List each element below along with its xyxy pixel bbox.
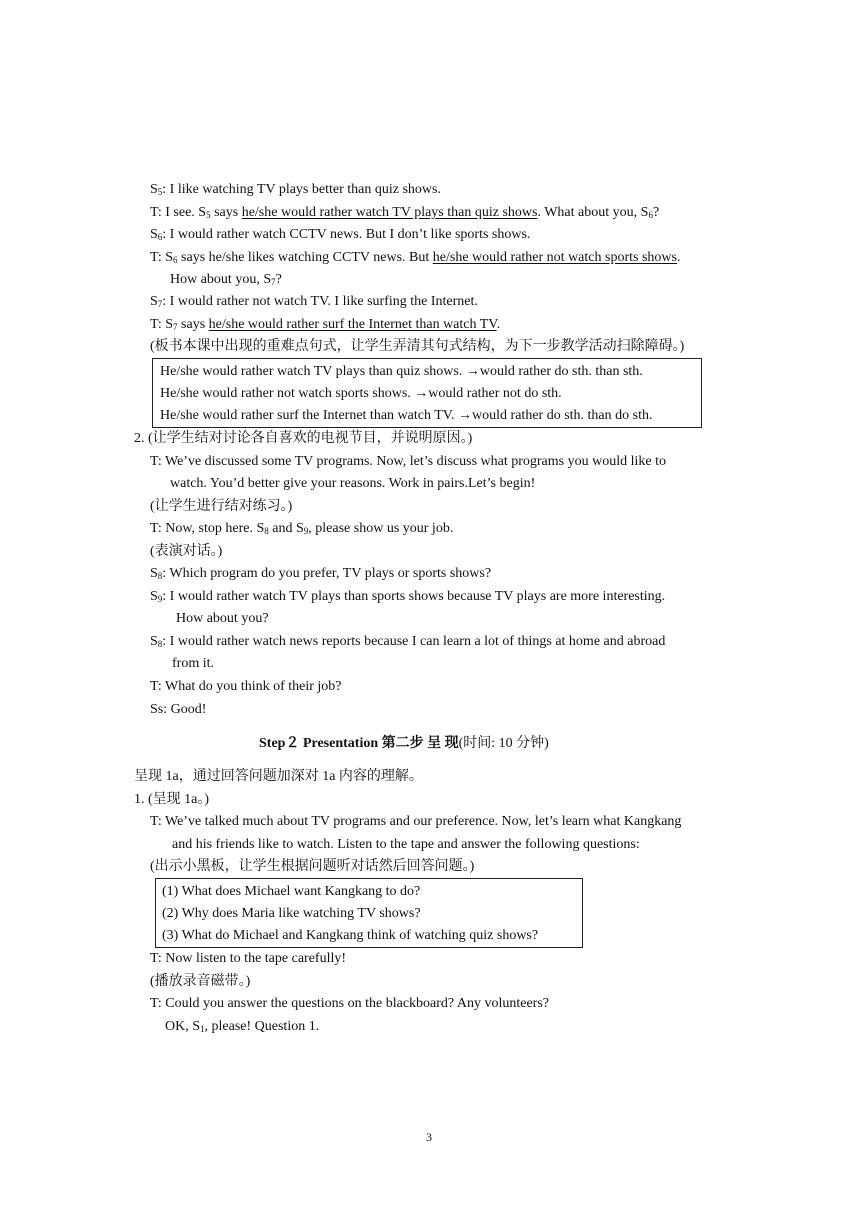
- dialogue-line: and his friends like to watch. Listen to the tape and answer the following questions:: [172, 837, 640, 852]
- dialogue-line: T: $S_7$ says he/she would rather surf the Internet than watch TV.: [150, 317, 501, 332]
- instruction-note: (板书本课中出现的重难点句式，让学生弄清其句式结构，为下一步教学活动扫除障碍。): [150, 339, 685, 354]
- dialogue-line: T: $S_6$ says he/she likes watching CCTV news. But he/she would rather not watch sports shows.: [150, 250, 681, 265]
- dialogue-line: $S_5$: I like watching TV plays better than quiz shows.: [150, 182, 441, 197]
- dialogue-line: from it.: [172, 656, 214, 671]
- dialogue-line: T: We’ve talked much about TV programs and our preference. Now, let’s learn what Kangkang: [150, 814, 682, 829]
- dialogue-line: $S_6$: I would rather watch CCTV news. But I don’t like sports shows.: [150, 227, 531, 242]
- question-line: (2) Why does Maria like watching TV shows?: [162, 906, 421, 921]
- dialogue-line: How about you, $S_7$?: [170, 272, 282, 287]
- dialogue-line: How about you?: [176, 611, 269, 626]
- dialogue-line: $S_8$: I would rather watch news reports because I can learn a lot of things at home and abroad: [150, 634, 666, 649]
- dialogue-line: OK, $S_1$, please! Question 1.: [165, 1019, 320, 1034]
- instruction-note: (出示小黑板，让学生根据问题听对话然后回答问题。): [150, 859, 475, 874]
- dialogue-line: T: What do you think of their job?: [150, 679, 342, 694]
- blackboard-line: He/she would rather not watch sports shows. →would rather not do sth.: [160, 386, 562, 401]
- dialogue-line: T: I see. $S_5$ says he/she would rather watch TV plays than quiz shows. What about you, $S_6$?: [150, 205, 660, 220]
- instruction-note: (让学生进行结对练习。): [150, 499, 293, 514]
- dialogue-line: $S_9$: I would rather watch TV plays than sports shows because TV plays are more interesting.: [150, 589, 666, 604]
- dialogue-line: Ss: Good!: [150, 702, 207, 717]
- dialogue-line: $S_7$: I would rather not watch TV. I like surfing the Internet.: [150, 294, 478, 309]
- dialogue-line: T: We’ve discussed some TV programs. Now, let’s discuss what programs you would like to: [150, 454, 666, 469]
- blackboard-line: He/she would rather surf the Internet than watch TV. →would rather do sth. than do sth.: [160, 408, 653, 423]
- blackboard-box: [155, 878, 583, 948]
- question-line: (1) What does Michael want Kangkang to do?: [162, 884, 421, 899]
- paragraph: 呈现 1a，通过回答问题加深对 1a 内容的理解。: [134, 769, 423, 784]
- dialogue-line: $S_8$: Which program do you prefer, TV plays or sports shows?: [150, 566, 492, 581]
- blackboard-box: [152, 358, 702, 428]
- section-item: 2. (让学生结对讨论各自喜欢的电视节目，并说明原因。): [134, 431, 473, 446]
- dialogue-line: watch. You’d better give your reasons. Work in pairs.Let’s begin!: [170, 476, 536, 491]
- dialogue-line: T: Now listen to the tape carefully!: [150, 951, 347, 966]
- dialogue-line: T: Now, stop here. $S_8$ and $S_9$, please show us your job.: [150, 521, 454, 536]
- blackboard-line: He/she would rather watch TV plays than quiz shows. →would rather do sth. than sth.: [160, 364, 643, 379]
- instruction-note: (表演对话。): [150, 544, 223, 559]
- step-heading: Step２ Presentation 第二步 呈 现(时间: 10 分钟): [259, 736, 549, 751]
- dialogue-line: T: Could you answer the questions on the blackboard? Any volunteers?: [150, 996, 549, 1011]
- question-line: (3) What do Michael and Kangkang think of watching quiz shows?: [162, 928, 539, 943]
- section-item: 1. (呈现 1a。): [134, 792, 210, 807]
- page-number: 3: [426, 1130, 432, 1144]
- instruction-note: (播放录音磁带。): [150, 974, 251, 989]
